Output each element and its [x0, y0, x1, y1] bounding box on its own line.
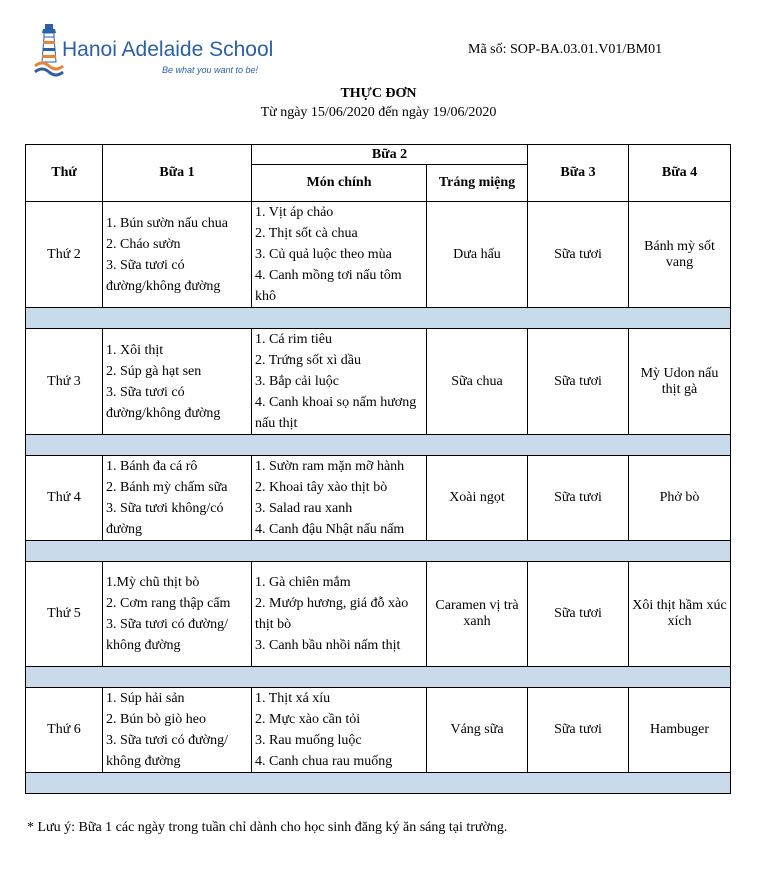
meal4-cell: Xôi thịt hầm xúc xích [629, 562, 731, 667]
list-item: 1. Xôi thịt [106, 342, 164, 358]
meal1-cell [103, 202, 252, 308]
list-item: 2. Súp gà hạt sen [106, 363, 202, 379]
list-item: 3. Sữa tươi có đường/không đường [106, 384, 221, 421]
separator-cell [26, 773, 731, 794]
meal3-cell: Sữa tươi [528, 688, 629, 773]
day-cell: Thứ 4 [26, 456, 103, 541]
list-item: 1.Mỳ chũ thịt bò [106, 575, 200, 590]
meal1-cell [103, 456, 252, 541]
document-code: Mã số: SOP-BA.03.01.V01/BM01 [468, 42, 663, 57]
separator-cell [26, 435, 731, 456]
list-item: 3. Bắp cải luộc [255, 374, 339, 389]
main-dish-cell [252, 456, 427, 541]
footnote: * Lưu ý: Bữa 1 các ngày trong tuần chỉ dành cho học sinh đăng ký ăn sáng tại trường. [27, 820, 508, 835]
lighthouse-icon [34, 22, 64, 80]
list-item: 4. Canh khoai sọ nấm hương nấu thịt [255, 395, 417, 431]
dessert-cell: Dưa hấu [427, 202, 528, 308]
page-header [0, 0, 757, 100]
meal3-cell: Sữa tươi [528, 562, 629, 667]
day-cell: Thứ 5 [26, 562, 103, 667]
header-meal3: Bữa 3 [528, 145, 629, 202]
meal4-cell: Bánh mỳ sốt vang [629, 202, 731, 308]
header-meal2: Bữa 2 [252, 145, 528, 165]
meal4-cell: Mỳ Udon nấu thịt gà [629, 329, 731, 435]
meal3-cell: Sữa tươi [528, 202, 629, 308]
logo-tagline: Be what you want to be! [162, 65, 259, 75]
dessert-cell: Váng sữa [427, 688, 528, 773]
separator-row [26, 773, 731, 794]
list-item: 2. Mướp hương, giá đỗ xào thịt bò [255, 596, 409, 632]
list-item: 2. Bánh mỳ chấm sữa [106, 480, 228, 495]
day-cell: Thứ 6 [26, 688, 103, 773]
main-dish-cell [252, 688, 427, 773]
menu-body [26, 202, 731, 794]
meal1-cell [103, 562, 252, 667]
list-item: 4. Canh chua rau muống [255, 754, 393, 769]
table-row [26, 688, 731, 773]
main-dish-cell [252, 329, 427, 435]
main-dish-cell [252, 202, 427, 308]
meal3-cell: Sữa tươi [528, 329, 629, 435]
list-item: 1. Vịt áp chảo [255, 205, 334, 220]
table-row [26, 456, 731, 541]
weekly-menu-table [25, 144, 731, 794]
list-item: 2. Cơm rang thập cẩm [106, 596, 231, 611]
list-item: 1. Gà chiên mắm [255, 575, 351, 590]
logo-school-name: Hanoi Adelaide School [62, 38, 274, 61]
list-item: 3. Canh bầu nhồi nấm thịt [255, 638, 401, 653]
header-main-dish: Món chính [252, 165, 427, 202]
list-item: 2. Mực xào cần tỏi [255, 712, 361, 727]
list-item: 2. Thịt sốt cà chua [255, 226, 358, 241]
list-item: 4. Canh mồng tơi nấu tôm khô [255, 268, 402, 304]
date-range: Từ ngày 15/06/2020 đến ngày 19/06/2020 [260, 105, 497, 120]
day-cell: Thứ 2 [26, 202, 103, 308]
list-item: 3. Sữa tươi có đường/không đường [106, 257, 221, 294]
table-row [26, 202, 731, 308]
school-logo [34, 22, 274, 80]
separator-cell [26, 308, 731, 329]
main-dish-cell [252, 562, 427, 667]
header-dessert: Tráng miệng [427, 165, 528, 202]
meal1-cell [103, 688, 252, 773]
list-item: 4. Canh đậu Nhật nấu nấm [255, 522, 405, 537]
list-item: 3. Củ quả luộc theo mùa [255, 247, 392, 262]
meal4-cell: Phở bò [629, 456, 731, 541]
meal4-cell: Hambuger [629, 688, 731, 773]
separator-row [26, 435, 731, 456]
dessert-cell: Sữa chua [427, 329, 528, 435]
meal1-cell [103, 329, 252, 435]
dessert-cell: Caramen vị trà xanh [427, 562, 528, 667]
list-item: 2. Cháo sườn [106, 236, 181, 252]
list-item: 1. Thịt xá xíu [255, 691, 331, 706]
separator-cell [26, 541, 731, 562]
menu-title: THỰC ĐƠN [340, 86, 417, 101]
separator-row [26, 308, 731, 329]
list-item: 1. Bánh đa cá rô [106, 459, 198, 474]
table-row [26, 329, 731, 435]
separator-cell [26, 667, 731, 688]
dessert-cell: Xoài ngọt [427, 456, 528, 541]
list-item: 1. Súp hải sản [106, 691, 185, 706]
header-meal4: Bữa 4 [629, 145, 731, 202]
list-item: 3. Sữa tươi có đường/ không đường [106, 733, 228, 769]
list-item: 1. Sườn ram mặn mỡ hành [255, 459, 405, 474]
list-item: 3. Sữa tươi không/có đường [106, 501, 224, 537]
list-item: 1. Cá rim tiêu [255, 332, 332, 347]
separator-row [26, 541, 731, 562]
separator-row [26, 667, 731, 688]
list-item: 2. Bún bò giò heo [106, 712, 206, 727]
list-item: 1. Bún sườn nấu chua [106, 215, 228, 231]
header-meal1: Bữa 1 [103, 145, 252, 202]
list-item: 3. Sữa tươi có đường/ không đường [106, 617, 228, 653]
list-item: 2. Trứng sốt xì dầu [255, 353, 361, 368]
meal3-cell: Sữa tươi [528, 456, 629, 541]
day-cell: Thứ 3 [26, 329, 103, 435]
list-item: 3. Salad rau xanh [255, 501, 353, 516]
list-item: 3. Rau muống luộc [255, 733, 362, 748]
table-row [26, 562, 731, 667]
list-item: 2. Khoai tây xào thịt bò [255, 480, 388, 495]
header-day: Thứ [26, 145, 103, 202]
